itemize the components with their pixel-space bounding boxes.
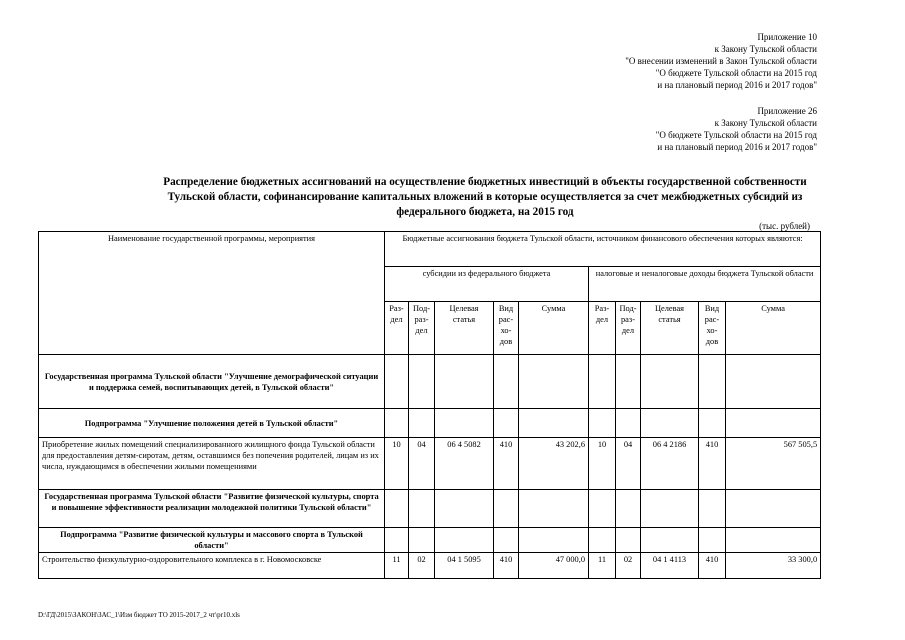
header-block-2 (656, 105, 817, 153)
table-row (39, 553, 821, 579)
subprogram-name: Подпрограмма "Улучшение положения детей в Тульской области" (39, 409, 385, 438)
name-column-header: Наименование государственной программы, мероприятия (39, 232, 385, 355)
tselevaya-header: Целевая статья (641, 302, 699, 355)
tselevaya-header: Целевая статья (435, 302, 494, 355)
table-row (39, 355, 821, 409)
table-row (39, 528, 821, 553)
t-summa-cell: 567 505,5 (726, 438, 821, 490)
t-podrazdel-cell: 02 (616, 553, 641, 579)
header-line: и на плановый период 2016 и 2017 годов" (657, 142, 817, 152)
header-line: к Закону Тульской области (714, 44, 817, 54)
header-line: Приложение 10 (757, 32, 817, 42)
f-vid-cell: 410 (494, 438, 519, 490)
t-razdel-cell: 10 (589, 438, 616, 490)
f-tselevaya-cell: 06 4 5082 (435, 438, 494, 490)
document-title: Распределение бюджетных ассигнований на осуществление бюджетных инвестиций в объекты государственной собственности Тульской области, софинансирование капитальных вложений в которые осуществляется за счет межбюджетных субсидий из федерального бюджета, на 2015 год (163, 176, 807, 218)
razdel-header: Раз-дел (589, 302, 616, 355)
appropriations-table (38, 231, 821, 579)
razdel-header: Раз-дел (385, 302, 409, 355)
header-line: "О бюджете Тульской области на 2015 год (655, 68, 817, 78)
f-razdel-cell: 11 (385, 553, 409, 579)
t-summa-cell: 33 300,0 (726, 553, 821, 579)
table-row (39, 490, 821, 528)
table-row (39, 438, 821, 490)
f-podrazdel-cell: 02 (409, 553, 435, 579)
subprogram-name: Подпрограмма "Развитие физической культуры и массового спорта в Тульской области" (39, 528, 385, 553)
tax-revenue-header: налоговые и неналоговые доходы бюджета Тульской области (589, 267, 821, 302)
f-summa-cell: 43 202,6 (519, 438, 589, 490)
sources-header: Бюджетные ассигнования бюджета Тульской области, источником финансового обеспечения которых являются: (385, 232, 821, 267)
t-vid-cell: 410 (699, 553, 726, 579)
t-vid-cell: 410 (699, 438, 726, 490)
podrazdel-header: Под-раз-дел (409, 302, 435, 355)
file-path-footer: D:\ГД\2015\ЗАКОН\ЗАС_1\Изм бюджет ТО 2015-2017_2 чт\pr10.xls (38, 611, 240, 619)
header-line: и на плановый период 2016 и 2017 годов" (657, 80, 817, 90)
program-name: Государственная программа Тульской области "Развитие физической культуры, спорта и повышение эффективности реализации молодежной политики Тульской области" (39, 490, 385, 528)
f-tselevaya-cell: 04 1 5095 (435, 553, 494, 579)
federal-subsidy-header: субсидии из федерального бюджета (385, 267, 589, 302)
t-razdel-cell: 11 (589, 553, 616, 579)
header-line: "О внесении изменений в Закон Тульской области (625, 56, 817, 66)
header-line: к Закону Тульской области (714, 118, 817, 128)
f-podrazdel-cell: 04 (409, 438, 435, 490)
measure-name: Строительство физкультурно-оздоровительного комплекса в г. Новомосковске (39, 553, 385, 579)
table-row (39, 409, 821, 438)
f-summa-cell: 47 000,0 (519, 553, 589, 579)
summa-header: Сумма (519, 302, 589, 355)
f-razdel-cell: 10 (385, 438, 409, 490)
header-block-1 (625, 31, 817, 91)
f-vid-cell: 410 (494, 553, 519, 579)
header-line: Приложение 26 (757, 106, 817, 116)
program-name: Государственная программа Тульской области "Улучшение демографической ситуации и поддержка семей, воспитывающих детей, в Тульской области" (39, 355, 385, 409)
podrazdel-header: Под-раз-дел (616, 302, 641, 355)
summa-header: Сумма (726, 302, 821, 355)
t-tselevaya-cell: 04 1 4113 (641, 553, 699, 579)
measure-name: Приобретение жилых помещений специализированного жилищного фонда Тульской области для предоставления детям-сиротам, детям, оставшимся без попечения родителей, лицам из их числа, нуждающимся в обеспечении жилыми помещениями (39, 438, 385, 490)
t-podrazdel-cell: 04 (616, 438, 641, 490)
t-tselevaya-cell: 06 4 2186 (641, 438, 699, 490)
vid-header: Вид рас-хо-дов (494, 302, 519, 355)
vid-header: Вид рас-хо-дов (699, 302, 726, 355)
units-label: (тыс. рублей) (759, 221, 810, 231)
header-line: "О бюджете Тульской области на 2015 год (655, 130, 817, 140)
